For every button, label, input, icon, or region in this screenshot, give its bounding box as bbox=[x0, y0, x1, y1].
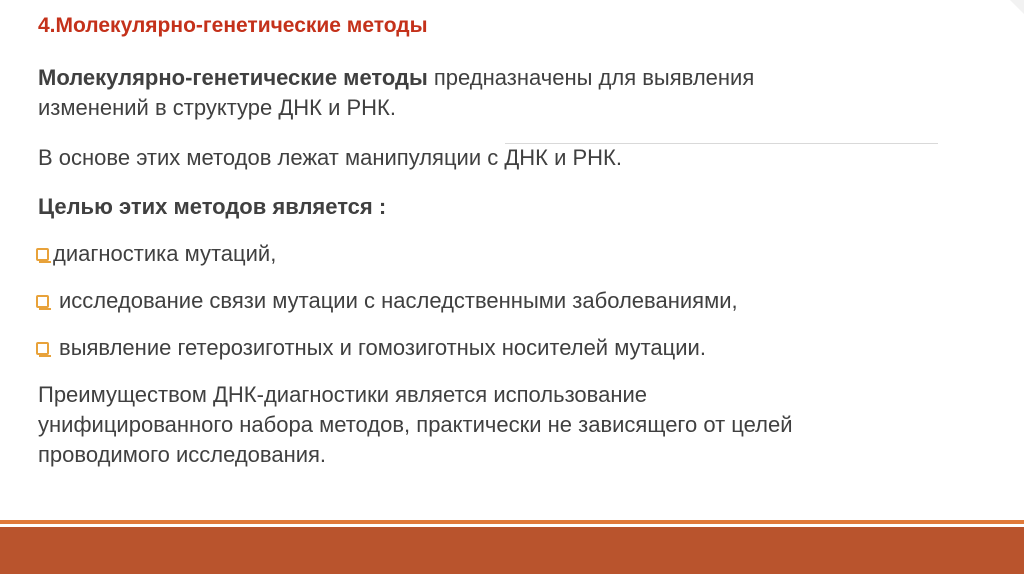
advantage-line2: унифицированного набора методов, практически не зависящего от целей bbox=[38, 412, 793, 437]
intro-line2: изменений в структуре ДНК и РНК. bbox=[38, 95, 396, 120]
advantage-line1: Преимуществом ДНК-диагностики является использование bbox=[38, 382, 647, 407]
bullet-item-2 bbox=[36, 286, 738, 316]
basis-paragraph: В основе этих методов лежат манипуляции с ДНК и РНК. bbox=[38, 145, 622, 170]
bullet-text-3: выявление гетерозиготных и гомозиготных носителей мутации. bbox=[59, 335, 706, 360]
intro-line1-rest: предназначены для выявления bbox=[427, 65, 755, 90]
bullet-item-1 bbox=[36, 239, 276, 269]
bullet-item-3 bbox=[36, 333, 706, 363]
checkbox-bullet-icon bbox=[36, 248, 49, 261]
checkbox-bullet-icon bbox=[36, 295, 49, 308]
intro-bold-term: Молекулярно-генетические методы bbox=[38, 65, 428, 90]
advantage-line3: проводимого исследования. bbox=[38, 442, 327, 467]
bullet-text-1: диагностика мутаций, bbox=[53, 241, 277, 266]
bullet-text-2: исследование связи мутации с наследственными заболеваниями, bbox=[59, 288, 738, 313]
slide-title: 4.Молекулярно-генетические методы bbox=[38, 14, 428, 37]
slide-corner-fold bbox=[1010, 0, 1024, 14]
goal-heading bbox=[38, 192, 386, 222]
goal-heading-text: Целью этих методов является : bbox=[38, 194, 387, 219]
checkbox-bullet-icon bbox=[36, 342, 49, 355]
footer-stripe bbox=[0, 527, 1024, 574]
advantage-paragraph bbox=[38, 380, 792, 470]
intro-paragraph bbox=[38, 63, 754, 123]
footer-thin-stripe bbox=[0, 520, 1024, 524]
